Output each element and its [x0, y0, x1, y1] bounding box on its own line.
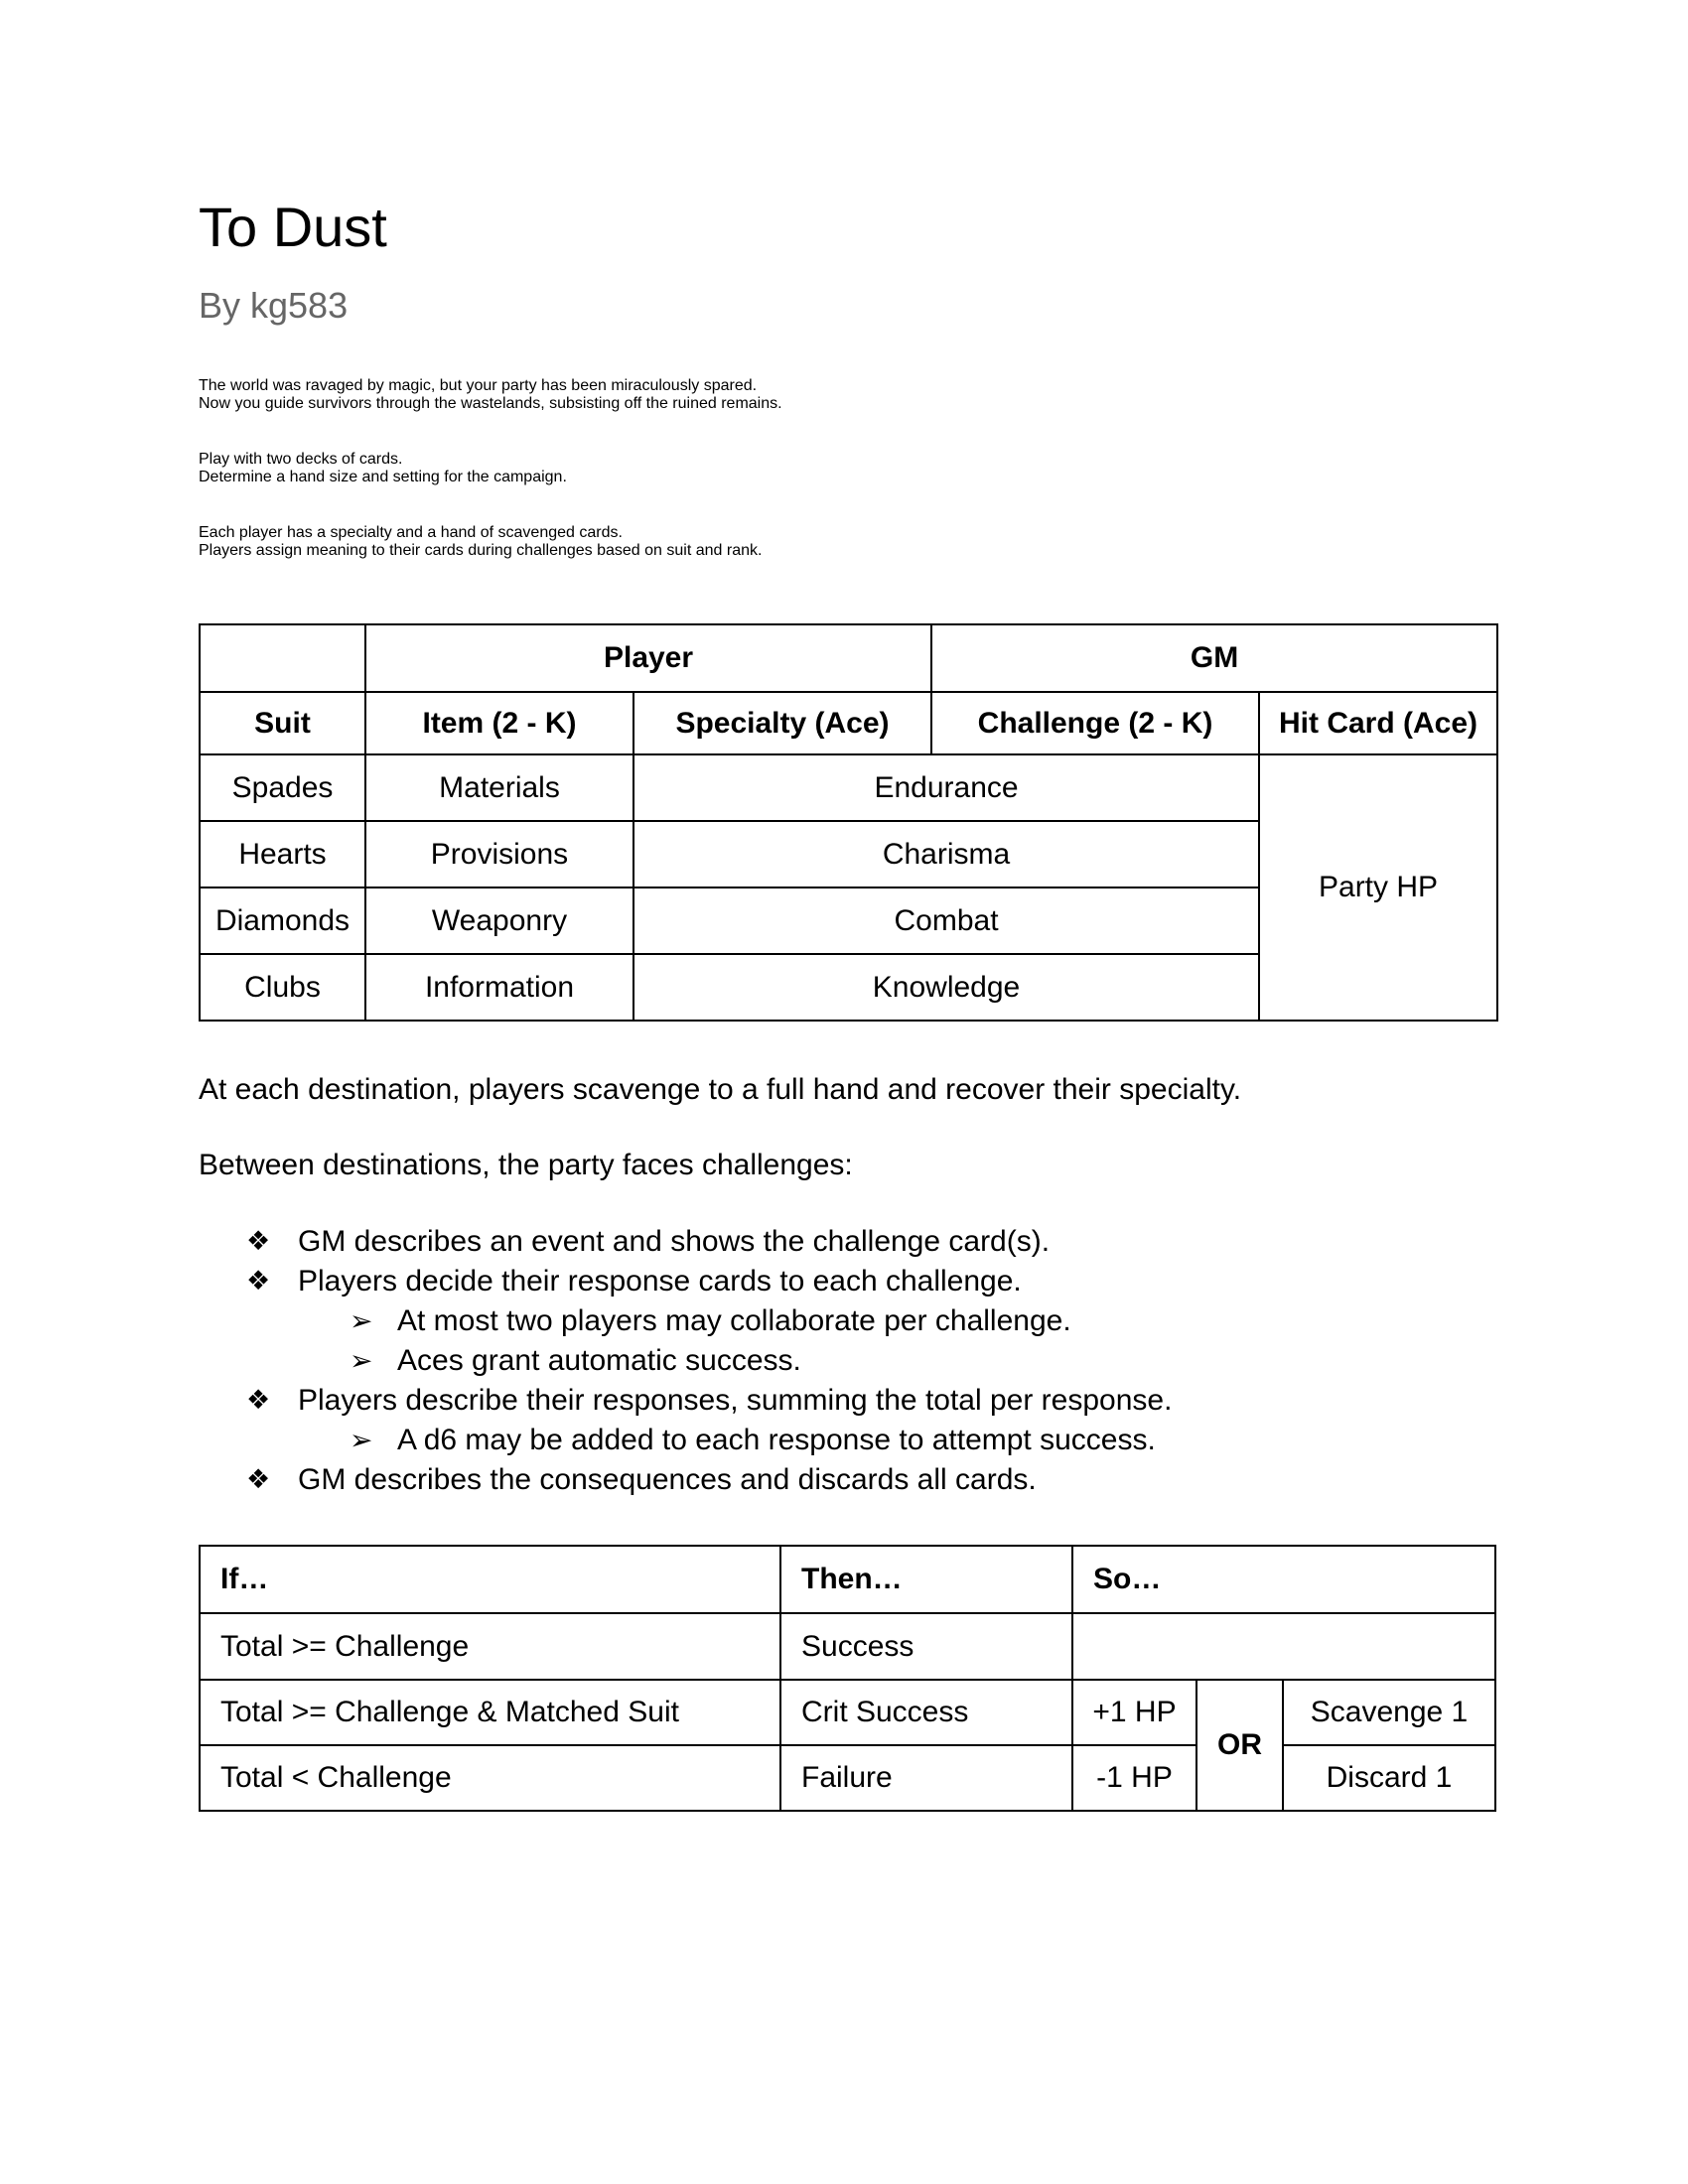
player-group-header: Player — [365, 624, 931, 692]
table-row — [200, 1745, 1495, 1811]
table-row — [200, 1680, 1495, 1745]
suit-table-header-row — [200, 692, 1497, 754]
list-sub-item — [199, 1301, 1489, 1341]
intro-line: The world was ravaged by magic, but your party has been miraculously spared. — [199, 377, 758, 394]
stat-cell: Knowledge — [633, 954, 1259, 1021]
result-cell: Failure — [780, 1745, 1072, 1811]
setup-line: Play with two decks of cards. — [199, 451, 403, 468]
intro-line: Now you guide survivors through the wastelands, subsisting off the ruined remains. — [199, 395, 782, 412]
hand-rules-line: Each player has a specialty and a hand of scavenged cards. — [199, 524, 623, 541]
hit-card-header-cell: Hit Card (Ace) — [1259, 692, 1497, 754]
consequence-empty-cell — [1072, 1613, 1495, 1680]
list-item-text: Players describe their responses, summing the total per response. — [298, 1384, 1173, 1417]
table-row — [200, 754, 1497, 821]
stat-cell: Combat — [633, 887, 1259, 954]
list-item — [199, 1460, 1489, 1500]
item-cell: Information — [365, 954, 633, 1021]
result-cell: Crit Success — [780, 1680, 1072, 1745]
suit-cell: Clubs — [200, 954, 365, 1021]
hp-cell: -1 HP — [1072, 1745, 1196, 1811]
suit-header-cell: Suit — [200, 692, 365, 754]
arrow-bullet-icon: ➢ — [350, 1304, 373, 1337]
item-cell: Provisions — [365, 821, 633, 887]
destination-paragraph: At each destination, players scavenge to a full hand and recover their specialty. — [199, 1073, 1242, 1106]
hp-cell: +1 HP — [1072, 1680, 1196, 1745]
list-item-text: Players decide their response cards to each challenge. — [298, 1265, 1022, 1297]
table-row — [200, 1613, 1495, 1680]
list-item-text: GM describes an event and shows the challenge card(s). — [298, 1225, 1051, 1258]
list-item — [199, 1381, 1489, 1421]
stat-cell: Charisma — [633, 821, 1259, 887]
gm-group-header: GM — [931, 624, 1497, 692]
or-cell: OR — [1196, 1680, 1283, 1811]
arrow-bullet-icon: ➢ — [350, 1424, 373, 1456]
condition-cell: Total < Challenge — [200, 1745, 780, 1811]
diamond-bullet-icon: ❖ — [246, 1464, 271, 1495]
suit-table — [199, 623, 1498, 1022]
diamond-bullet-icon: ❖ — [246, 1226, 271, 1257]
hand-rules-line: Players assign meaning to their cards during challenges based on suit and rank. — [199, 542, 763, 559]
list-sub-item — [199, 1341, 1489, 1381]
suit-cell: Spades — [200, 754, 365, 821]
result-cell: Success — [780, 1613, 1072, 1680]
suit-table-group-row — [200, 624, 1497, 692]
then-header-cell: Then… — [780, 1546, 1072, 1613]
challenge-intro-paragraph: Between destinations, the party faces challenges: — [199, 1149, 853, 1181]
doc-title: To Dust — [199, 196, 387, 258]
suit-cell: Diamonds — [200, 887, 365, 954]
list-item-text: GM describes the consequences and discards all cards. — [298, 1463, 1037, 1496]
outcome-header-row — [200, 1546, 1495, 1613]
challenge-steps-list — [199, 1222, 1489, 1500]
effect-cell: Discard 1 — [1283, 1745, 1495, 1811]
suit-cell: Hearts — [200, 821, 365, 887]
list-item — [199, 1222, 1489, 1262]
challenge-header-cell: Challenge (2 - K) — [931, 692, 1259, 754]
diamond-bullet-icon: ❖ — [246, 1266, 271, 1297]
condition-cell: Total >= Challenge — [200, 1613, 780, 1680]
list-item-text: A d6 may be added to each response to attempt success. — [397, 1424, 1156, 1456]
so-header-cell: So… — [1072, 1546, 1495, 1613]
empty-corner-cell — [200, 624, 365, 692]
item-header-cell: Item (2 - K) — [365, 692, 633, 754]
item-cell: Materials — [365, 754, 633, 821]
hit-card-cell: Party HP — [1259, 754, 1497, 1021]
specialty-header-cell: Specialty (Ace) — [633, 692, 931, 754]
item-cell: Weaponry — [365, 887, 633, 954]
doc-subtitle: By kg583 — [199, 285, 349, 326]
condition-cell: Total >= Challenge & Matched Suit — [200, 1680, 780, 1745]
diamond-bullet-icon: ❖ — [246, 1385, 271, 1416]
arrow-bullet-icon: ➢ — [350, 1344, 373, 1377]
if-header-cell: If… — [200, 1546, 780, 1613]
list-sub-item — [199, 1421, 1489, 1460]
outcome-table — [199, 1545, 1496, 1812]
setup-line: Determine a hand size and setting for the campaign. — [199, 469, 567, 485]
stat-cell: Endurance — [633, 754, 1259, 821]
list-item — [199, 1262, 1489, 1301]
list-item-text: Aces grant automatic success. — [397, 1344, 801, 1377]
effect-cell: Scavenge 1 — [1283, 1680, 1495, 1745]
list-item-text: At most two players may collaborate per challenge. — [397, 1304, 1071, 1337]
